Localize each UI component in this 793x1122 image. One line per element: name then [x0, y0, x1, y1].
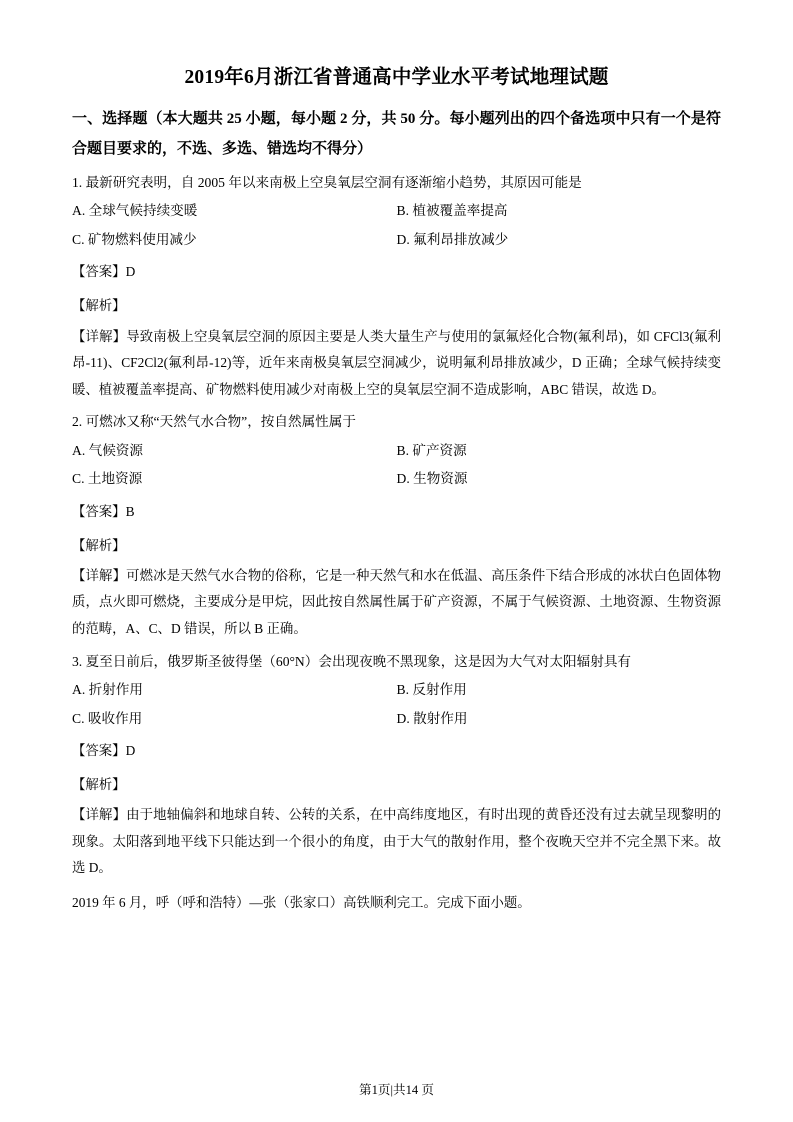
bottom-spacer — [72, 916, 721, 1036]
option-c[interactable]: C. 矿物燃料使用减少 — [72, 231, 197, 247]
answer-value: D — [125, 264, 136, 280]
detail-label: 【详解】 — [72, 567, 127, 583]
question-stem: 1. 最新研究表明，自 2005 年以来南极上空臭氧层空洞有逐渐缩小趋势，其原因可能是 — [72, 174, 582, 190]
detail-label: 【详解】 — [72, 328, 127, 344]
option-row — [72, 438, 721, 465]
option-d[interactable]: D. 散射作用 — [396, 710, 468, 726]
question-stem: 2. 可燃冰又称“天然气水合物”，按自然属性属于 — [72, 414, 356, 430]
option-row — [72, 706, 721, 733]
option-row — [72, 466, 721, 493]
page-footer: 第1页|共14 页 — [359, 1083, 434, 1097]
answer-label: 【答案】 — [72, 743, 126, 759]
option-b[interactable]: B. 植被覆盖率提高 — [396, 203, 508, 219]
option-d[interactable]: D. 生物资源 — [396, 471, 468, 487]
answer-line — [72, 738, 721, 764]
detail-body: 可燃冰是天然气水合物的俗称，它是一种天然气和水在低温、高压条件下结合形成的冰状白色固体物质，点火即可燃烧，主要成分是甲烷，因此按自然属性属于矿产资源，不属于气候资源、土地资源、生物资源的范畴，A、C、D 错误，所以 B 正确。 — [72, 567, 722, 637]
option-b[interactable]: B. 矿产资源 — [396, 442, 467, 458]
detail-label: 【详解】 — [72, 807, 127, 823]
detail-text — [72, 563, 721, 643]
analysis-label: 【解析】 — [72, 298, 126, 314]
answer-line — [72, 499, 721, 525]
option-a[interactable]: A. 气候资源 — [72, 442, 143, 458]
answer-label: 【答案】 — [72, 264, 126, 280]
option-row — [72, 227, 721, 254]
analysis-label: 【解析】 — [72, 777, 126, 793]
answer-value: B — [125, 503, 135, 519]
option-row — [72, 198, 721, 225]
detail-body: 由于地轴偏斜和地球自转、公转的关系，在中高纬度地区，有时出现的黄昏还没有过去就呈现黎明的现象。太阳落到地平线下只能达到一个很小的角度，由于大气的散射作用，整个夜晚天空并不完全黑下来。故选 D。 — [72, 807, 722, 876]
page-title: 2019年6月浙江省普通高中学业水平考试地理试题 — [184, 67, 609, 88]
section-heading: 一、选择题（本大题共 25 小题，每小题 2 分，共 50 分。每小题列出的四个备选项中只有一个是符合题目要求的，不选、多选、错选均不得分） — [72, 111, 721, 157]
detail-text — [72, 802, 721, 882]
answer-label: 【答案】 — [72, 503, 126, 519]
option-c[interactable]: C. 土地资源 — [72, 471, 143, 487]
option-a[interactable]: A. 折射作用 — [72, 682, 143, 698]
option-b[interactable]: B. 反射作用 — [396, 682, 467, 698]
option-row — [72, 677, 721, 704]
detail-text — [72, 324, 721, 404]
lead-in-text: 2019 年 6 月，呼（呼和浩特）—张（张家口）高铁顺利完工。完成下面小题。 — [72, 894, 531, 910]
answer-value: D — [125, 743, 136, 759]
option-c[interactable]: C. 吸收作用 — [72, 710, 143, 726]
question-stem: 3. 夏至日前后，俄罗斯圣彼得堡（60°N）会出现夜晚不黑现象，这是因为大气对太阳辐射具有 — [72, 653, 632, 669]
detail-body: 导致南极上空臭氧层空洞的原因主要是人类大量生产与使用的氯氟烃化合物(氟利昂)，如 CFCl3(氟利昂-11)、CF2Cl2(氟利昂-12)等，近年来南极臭氧层空洞减少，说明氟利昂排放减少，D 正确；全球气候持续变暖、植被覆盖率提高、矿物燃料使用减少对南极上空的臭氧层空洞不造成影响，ABC 错误，故选 D。 — [72, 328, 722, 397]
answer-line — [72, 259, 721, 285]
option-d[interactable]: D. 氟利昂排放减少 — [396, 231, 509, 247]
analysis-label: 【解析】 — [72, 537, 126, 553]
option-a[interactable]: A. 全球气候持续变暖 — [72, 203, 198, 219]
